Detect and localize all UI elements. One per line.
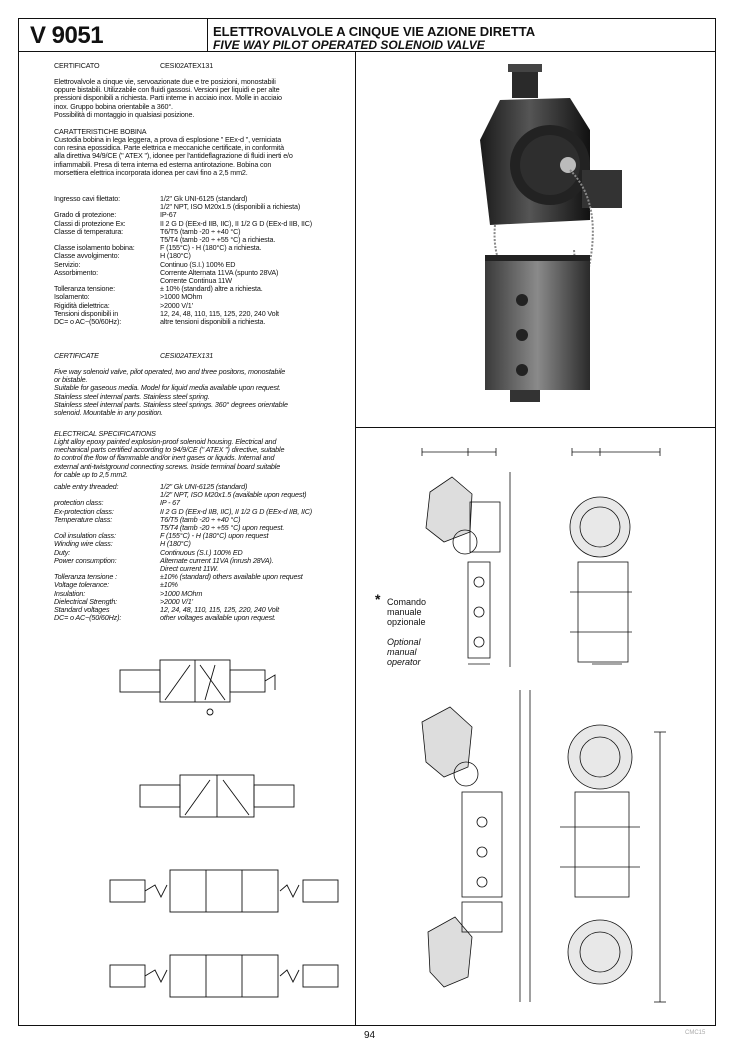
model-code: V 9051 [30, 22, 104, 49]
spec-value: T6/T5 (tamb -20 ÷ +40 °C) T5/T4 (tamb -20 ÷ +55 °C) a richiesta. [160, 226, 276, 244]
spec-value: 1/2" Gk UNI-6125 (standard) 1/2" NPT, ISO M20x1.5 (available upon request) [160, 482, 307, 500]
spec-value: IP - 67 [160, 498, 180, 508]
spec-label: cable entry threaded: [54, 482, 119, 491]
coil-heading-it: CARATTERISTICHE BOBINA [54, 127, 147, 136]
cert-label-en: CERTIFICATE [54, 351, 99, 360]
spec-label: Duty: [54, 547, 71, 557]
column-divider [355, 52, 356, 1026]
spec-value: IP-67 [160, 210, 177, 220]
symbol-3 [110, 870, 338, 912]
spec-value: Continuous (S.I.) 100% ED [160, 547, 243, 557]
spec-value: 12, 24, 48, 110, 115, 125, 220, 240 Volt [160, 605, 279, 614]
spec-label: DC= o AC~(50/60Hz): [54, 613, 122, 623]
spec-value: Continuo (S.I.) 100% ED [160, 259, 236, 269]
spec-value: >1000 MOhm [160, 588, 203, 598]
spec-label: Standard voltages [54, 605, 110, 614]
spec-label: Classe di temperatura: [54, 226, 124, 236]
spec-value: H (180°C) [160, 539, 191, 549]
spec-label: Assorbimento: [54, 267, 98, 277]
symbol-2 [140, 775, 294, 817]
manual-operator-it: Comando manuale opzionale [387, 597, 427, 627]
spec-label: Insulation: [54, 588, 86, 598]
spec-label: Tensioni disponibili in [54, 308, 119, 318]
spec-value: II 2 G D (EEx-d IIB, IIC), II 1/2 G D (EEx-d IIB, IIC) [160, 506, 313, 516]
page-header [18, 18, 716, 52]
spec-value: F (155°C) - H (180°C) upon request [160, 531, 269, 541]
description-it: Elettrovalvole a cinque vie, servoazionate due e tre posizioni, monostabili oppure bistabili. Utilizzabile con fluidi gassosi. Versioni per liquidi e per alte pressioni disponibili a richiesta. Parti interne in acciaio inox. Molle in acciaio inox. Gruppo bobina orientabile a 360°. Possibilità di montaggio in qualsiasi posizione. [54, 77, 282, 119]
spec-label: Ex-protection class: [54, 506, 114, 516]
dimension-drawings [360, 432, 712, 1024]
spec-label: Voltage tolerance: [54, 580, 109, 590]
spec-label: Classe isolamento bobina: [54, 243, 135, 253]
spec-value: >2000 V/1' [160, 300, 193, 310]
spec-label: Rigidità dielettrica: [54, 300, 110, 310]
spec-label: Isolamento: [54, 292, 90, 302]
cert-value-en: CESI02ATEX131 [160, 351, 214, 360]
spec-label: Temperature class: [54, 514, 113, 524]
spec-value: 12, 24, 48, 110, 115, 125, 220, 240 Volt [160, 308, 279, 318]
coil-text-it: Custodia bobina in lega leggera, a prova di esplosione " EEx-d ", verniciata con resina epossidica. Parte elettrica e meccaniche certificate, in conformità alla direttiva 94/9/CE (" ATEX "), idonee per l'antideflagrazione di fluidi inerti e/o infiammabili. Presa di terra interna ed esterna antirotazione. Bobina con morsettiera elettrica incorporata idonea per cavi fino a 2,5 mm2. [54, 135, 293, 177]
spec-label: Power consumption: [54, 555, 117, 565]
spec-value: >1000 MOhm [160, 292, 203, 302]
spec-label: Classe avvolgimento: [54, 251, 120, 261]
spec-label: Winding wire class: [54, 539, 113, 549]
spec-value: >2000 V/1' [160, 596, 193, 606]
footer-code: CMC15 [685, 1030, 706, 1036]
description-en: Five way solenoid valve, pilot operated, two and three positons, monostabile or bistable. Suitable for gaseous media. Model for liquid media available upon request. Stainless steel internal parts. Stainless steel spring. Stainless steel internal parts. Stainless steel springs. 360° degrees orientable solenoid. Mountable in any position. [54, 367, 288, 418]
coil-text-en: Light alloy epoxy painted explosion-proof solenoid housing. Electrical and mechanical parts certified according to 94/9/CE (" ATEX ") directive, suitable to control the flow of flammable and/or inert gases or liquids. Internal and external anti-twistground connecting screws. Inside terminal board suitable for cable up to 2,5 mm2. [54, 437, 285, 479]
spec-label: Coil insulation class: [54, 531, 116, 541]
spec-value: ± 10% (standard) altre a richiesta. [160, 284, 263, 294]
coil-heading-en: ELECTRICAL SPECIFICATIONS [54, 429, 156, 438]
spec-value: ±10% [160, 580, 178, 590]
spec-value: other voltages available upon request. [160, 613, 276, 623]
spec-label: protection class: [54, 498, 104, 508]
spec-value: altre tensioni disponibili a richiesta. [160, 317, 266, 326]
circuit-symbols [105, 650, 345, 1010]
spec-label: Classi di protezione Ex: [54, 218, 126, 228]
spec-label: Dielectrical Strength: [54, 596, 118, 606]
spec-label: Servizio: [54, 259, 81, 269]
spec-label: Ingresso cavi filettato: [54, 194, 120, 203]
spec-label: DC= o AC~(50/60Hz): [54, 317, 122, 326]
valve-photo [470, 60, 630, 405]
title-italian: ELETTROVALVOLE A CINQUE VIE AZIONE DIRETTA [213, 24, 536, 39]
spec-value: T6/T5 (tamb -20 ÷ +40 °C) T5/T4 (tamb -20 ÷ +55 °C) upon request. [160, 514, 285, 532]
manual-operator-en: Optional manual operator [387, 637, 421, 667]
spec-value: H (180°C) [160, 251, 191, 261]
spec-label: Grado di protezione: [54, 210, 117, 220]
spec-label: Tolleranza tensione : [54, 572, 117, 582]
symbol-4 [110, 955, 338, 997]
spec-label: Tolleranza tensione: [54, 284, 115, 294]
spec-value: F (155°C) - H (180°C) a richiesta. [160, 243, 262, 253]
symbol-1 [120, 660, 275, 715]
model-code-box [18, 18, 208, 51]
spec-value: ±10% (standard) others available upon request [160, 572, 303, 582]
photo-divider [355, 427, 716, 428]
title-english: FIVE WAY PILOT OPERATED SOLENOID VALVE [213, 38, 485, 52]
spec-value: Alternate current 11VA (inrush 28VA). Direct current 11W. [160, 555, 274, 573]
spec-value: II 2 G D (EEx-d IIB, IIC), II 1/2 G D (EEx-d IIB, IIC) [160, 218, 313, 228]
cert-value-it: CESI02ATEX131 [160, 61, 214, 70]
page-number: 94 [364, 1030, 376, 1041]
spec-value: 1/2" Gk UNI-6125 (standard) 1/2" NPT, ISO M20x1.5 (disponibili a richiesta) [160, 194, 301, 212]
cert-label-it: CERTIFICATO [54, 61, 100, 70]
star-marker: * [375, 591, 381, 607]
spec-value: Corrente Alternata 11VA (spunto 28VA) Corrente Continua 11W [160, 267, 279, 285]
